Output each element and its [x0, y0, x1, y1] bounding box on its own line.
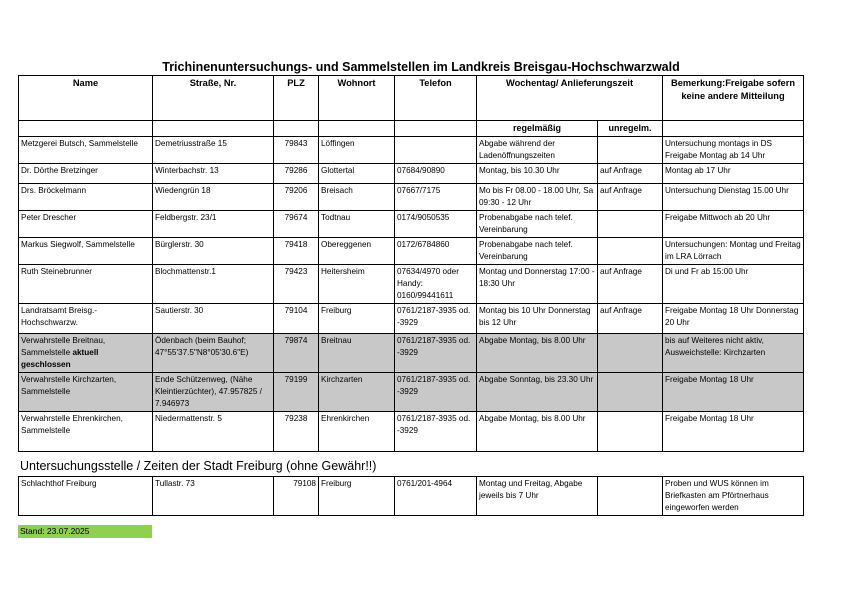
cell-name: Dr. Dörthe Bretzinger	[19, 164, 153, 184]
cell-tel: 0761/2187-3935 od. -3929	[395, 412, 477, 452]
cell-plz: 79104	[274, 304, 319, 334]
cell-strasse: Sautierstr. 30	[153, 304, 274, 334]
cell-strasse: Blochmattenstr.1	[153, 265, 274, 304]
header-regel: regelmäßig	[477, 121, 598, 137]
city-table	[18, 476, 804, 516]
cell-regel: Montag und Freitag, Abgabe jeweils bis 7 Uhr	[477, 477, 598, 516]
cell-bem: bis auf Weiteres nicht aktiv, Ausweichstelle: Kirchzarten	[663, 334, 804, 373]
table-row	[19, 265, 804, 304]
cell-plz: 79418	[274, 238, 319, 265]
cell-regel: Abgabe Sonntag, bis 23.30 Uhr	[477, 373, 598, 412]
cell-bem: Montag ab 17 Uhr	[663, 164, 804, 184]
cell-unregel	[598, 137, 663, 164]
cell-strasse: Niedermattenstr. 5	[153, 412, 274, 452]
cell-unregel	[598, 412, 663, 452]
cell-regel: Abgabe Montag, bis 8.00 Uhr	[477, 412, 598, 452]
cell-plz: 79674	[274, 211, 319, 238]
cell-ort: Glottertal	[319, 164, 395, 184]
header-strasse: Straße, Nr.	[153, 76, 274, 121]
stand-date: Stand: 23.07.2025	[18, 525, 152, 538]
cell-bem: Untersuchung Dienstag 15.00 Uhr	[663, 184, 804, 211]
cell-name: Metzgerei Butsch, Sammelstelle	[19, 137, 153, 164]
cell-bem: Untersuchung montags in DS Freigabe Montag ab 14 Uhr	[663, 137, 804, 164]
cell-name: Landratsamt Breisg.- Hochschwarzw.	[19, 304, 153, 334]
cell-bem: Freigabe Mittwoch ab 20 Uhr	[663, 211, 804, 238]
cell-regel: Montag und Donnerstag 17:00 - 18:30 Uhr	[477, 265, 598, 304]
cell-tel: 07684/90890	[395, 164, 477, 184]
cell-unregel	[598, 477, 663, 516]
cell-tel	[395, 137, 477, 164]
cell-ort: Breitnau	[319, 334, 395, 373]
table-row	[19, 373, 804, 412]
cell-plz: 79843	[274, 137, 319, 164]
cell-name: Schlachthof Freiburg	[19, 477, 153, 516]
header-telefon: Telefon	[395, 76, 477, 121]
cell-plz: 79238	[274, 412, 319, 452]
stations-table	[18, 75, 804, 452]
table-row	[19, 184, 804, 211]
subheader-row	[19, 121, 804, 137]
header-unregel: unregelm.	[598, 121, 663, 137]
cell-plz: 79286	[274, 164, 319, 184]
table-row	[19, 211, 804, 238]
cell-plz: 79423	[274, 265, 319, 304]
cell-unregel: auf Anfrage	[598, 184, 663, 211]
cell-tel: 0761/201-4964	[395, 477, 477, 516]
cell-regel: Probenabgabe nach telef. Vereinbarung	[477, 211, 598, 238]
cell-ort: Ehrenkirchen	[319, 412, 395, 452]
header-row	[19, 76, 804, 121]
table-row	[19, 137, 804, 164]
table-row	[19, 334, 804, 373]
cell-tel: 07634/4970 oder Handy: 0160/99441611	[395, 265, 477, 304]
cell-unregel: auf Anfrage	[598, 164, 663, 184]
cell-ort: Kirchzarten	[319, 373, 395, 412]
cell-tel: 07667/7175	[395, 184, 477, 211]
page-title: Trichinenuntersuchungs- und Sammelstellen im Landkreis Breisgau-Hochschwarzwald	[162, 60, 680, 74]
table-row	[19, 238, 804, 265]
cell-ort: Breisach	[319, 184, 395, 211]
cell-tel: 0761/2187-3935 od. -3929	[395, 373, 477, 412]
cell-ort: Löffingen	[319, 137, 395, 164]
cell-strasse: Ödenbach (beim Bauhof; 47°55'37.5"N8°05'30.6"E)	[153, 334, 274, 373]
table-row	[19, 164, 804, 184]
table-body	[19, 137, 804, 452]
cell-regel: Mo bis Fr 08.00 - 18.00 Uhr, Sa 09:30 - 12 Uhr	[477, 184, 598, 211]
cell-name: Markus Siegwolf, Sammelstelle	[19, 238, 153, 265]
cell-strasse: Feldbergstr. 23/1	[153, 211, 274, 238]
table-row	[19, 412, 804, 452]
cell-plz: 79108	[274, 477, 319, 516]
table-row	[19, 304, 804, 334]
cell-name: Ruth Steinebrunner	[19, 265, 153, 304]
header-plz: PLZ	[274, 76, 319, 121]
cell-strasse: Ende Schützenweg, (Nähe Kleintierzüchter), 47.957825 / 7.946973	[153, 373, 274, 412]
cell-unregel	[598, 238, 663, 265]
header-bemerkung: Bemerkung:Freigabe sofern keine andere Mitteilung	[663, 76, 804, 121]
cell-bem: Freigabe Montag 18 Uhr	[663, 373, 804, 412]
cell-regel: Probenabgabe nach telef. Vereinbarung	[477, 238, 598, 265]
cell-bem: Freigabe Montag 18 Uhr Donnerstag 20 Uhr	[663, 304, 804, 334]
cell-strasse: Winterbachstr. 13	[153, 164, 274, 184]
cell-ort: Freiburg	[319, 477, 395, 516]
cell-plz: 79199	[274, 373, 319, 412]
cell-regel: Montag bis 10 Uhr Donnerstag bis 12 Uhr	[477, 304, 598, 334]
cell-unregel	[598, 211, 663, 238]
table-row	[19, 477, 804, 516]
cell-name: Drs. Bröckelmann	[19, 184, 153, 211]
closed-notice: aktuell geschlossen	[21, 348, 99, 369]
cell-strasse: Demetriusstraße 15	[153, 137, 274, 164]
cell-unregel	[598, 334, 663, 373]
cell-ort: Todtnau	[319, 211, 395, 238]
header-name: Name	[19, 76, 153, 121]
city-section-title: Untersuchungsstelle / Zeiten der Stadt Freiburg (ohne Gewähr!!)	[20, 459, 377, 473]
cell-strasse: Tullastr. 73	[153, 477, 274, 516]
cell-strasse: Wiedengrün 18	[153, 184, 274, 211]
cell-tel: 0174/9050535	[395, 211, 477, 238]
cell-unregel: auf Anfrage	[598, 304, 663, 334]
cell-bem: Freigabe Montag 18 Uhr	[663, 412, 804, 452]
header-zeit: Wochentag/ Anlieferungszeit	[477, 76, 663, 121]
cell-tel: 0761/2187-3935 od. -3929	[395, 304, 477, 334]
cell-plz: 79206	[274, 184, 319, 211]
cell-bem: Untersuchungen: Montag und Freitag im LRA Lörrach	[663, 238, 804, 265]
cell-strasse: Bürglerstr. 30	[153, 238, 274, 265]
cell-ort: Freiburg	[319, 304, 395, 334]
cell-name: Verwahrstelle Kirchzarten, Sammelstelle	[19, 373, 153, 412]
cell-name: Peter Drescher	[19, 211, 153, 238]
cell-ort: Heitersheim	[319, 265, 395, 304]
cell-name: Verwahrstelle Ehrenkirchen, Sammelstelle	[19, 412, 153, 452]
cell-regel: Montag, bis 10.30 Uhr	[477, 164, 598, 184]
cell-unregel	[598, 373, 663, 412]
cell-ort: Obereggenen	[319, 238, 395, 265]
cell-bem: Di und Fr ab 15:00 Uhr	[663, 265, 804, 304]
cell-regel: Abgabe Montag, bis 8.00 Uhr	[477, 334, 598, 373]
cell-unregel: auf Anfrage	[598, 265, 663, 304]
cell-plz: 79874	[274, 334, 319, 373]
cell-bem: Proben und WUS können im Briefkasten am Pförtnerhaus eingeworfen werden	[663, 477, 804, 516]
cell-tel: 0172/6784860	[395, 238, 477, 265]
cell-regel: Abgabe während der Ladenöffnungszeiten	[477, 137, 598, 164]
cell-name: Verwahrstelle Breitnau, Sammelstelle aktuell geschlossen	[19, 334, 153, 373]
cell-tel: 0761/2187-3935 od. -3929	[395, 334, 477, 373]
header-wohnort: Wohnort	[319, 76, 395, 121]
